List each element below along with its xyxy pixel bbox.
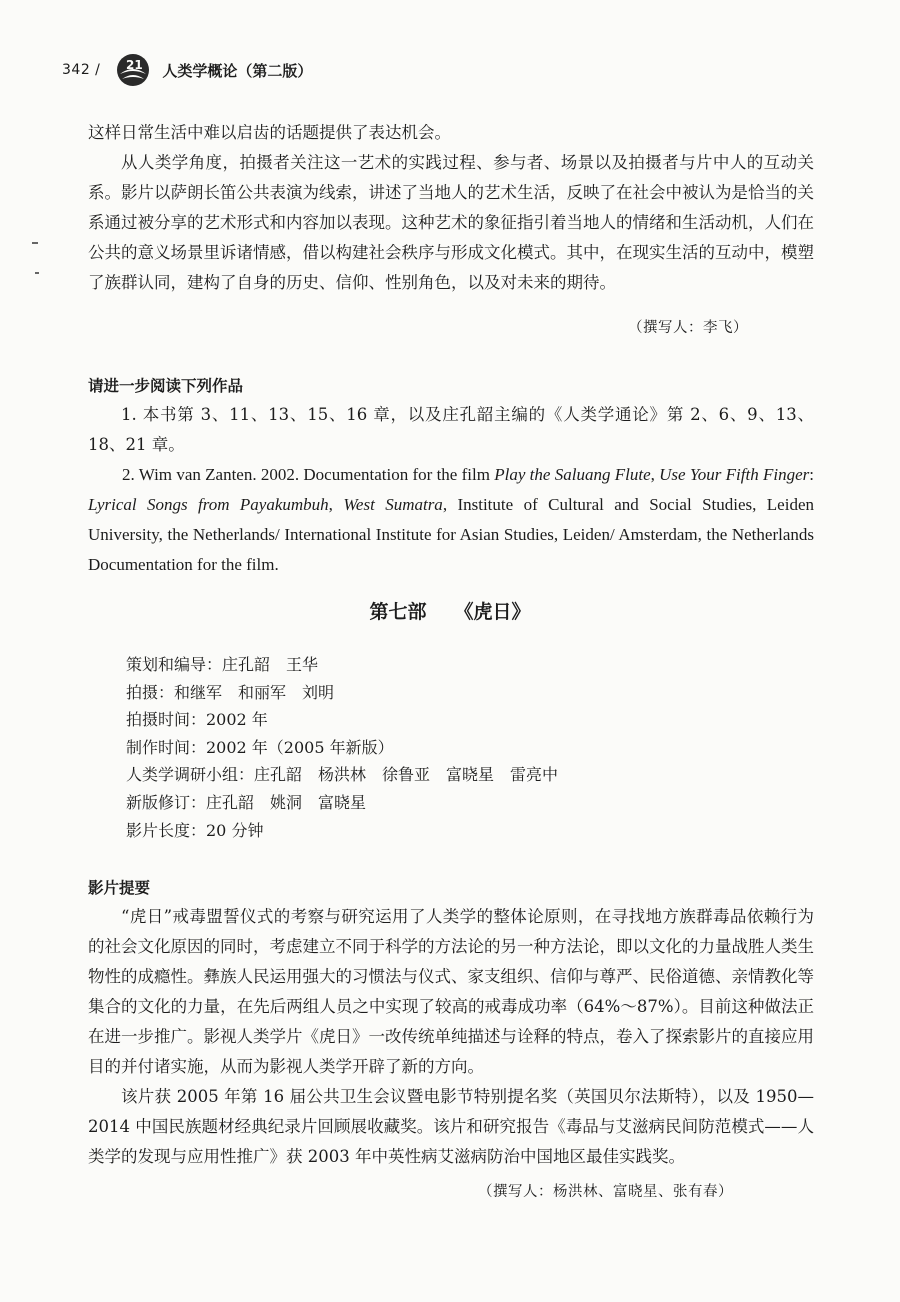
publisher-logo-icon xyxy=(114,52,152,88)
section-heading: 影片提要 xyxy=(88,879,151,897)
svg-text:21: 21 xyxy=(126,58,144,72)
credit-line: 人类学调研小组：庄孔韶 杨洪林 徐鲁亚 富晓星 雷亮中 xyxy=(126,765,559,785)
film-title: 《虎日》 xyxy=(454,601,531,623)
credit-line: 制作时间：2002 年（2005 年新版） xyxy=(126,737,394,757)
author-credit: （撰写人：李飞） xyxy=(628,320,748,336)
further-reading xyxy=(88,372,814,580)
credit-line: 影片长度：20 分钟 xyxy=(126,820,264,840)
running-header xyxy=(62,50,312,90)
paragraph: 这样日常生活中难以启齿的话题提供了表达机会。 xyxy=(88,123,451,142)
credit-line: 拍摄时间：2002 年 xyxy=(126,710,268,730)
margin-mark xyxy=(35,272,39,274)
book-title: 人类学概论（第二版） xyxy=(162,61,313,80)
credit-line: 新版修订：庄孔韶 姚洞 富晓星 xyxy=(126,792,367,812)
page-number: 342 / xyxy=(62,62,101,78)
credit-line: 拍摄：和继军 和丽军 刘明 xyxy=(126,682,335,702)
paragraph: “虎日”戒毒盟誓仪式的考察与研究运用了人类学的整体论原则，在寻找地方族群毒品依赖行为的社会文化原因的同时，考虑建立不同于科学的方法论的另一种方法论，即以文化的力量战胜人类生物性的成瘾性。彝族人民运用强大的习惯法与仪式、家支组织、信仰与尊严、民俗道德、亲情教化等集合的文化的力量，在先后两组人员之中实现了较高的戒毒成功率（64%～87%）。目前这种做法正在进一步推广。影视人类学片《虎日》一改传统单纯描述与诠释的特点，卷入了探索影片的直接应用目的并付诸实施，从而为影视人类学开辟了新的方向。 xyxy=(88,907,814,1076)
author-credit: （撰写人：杨洪林、富晓星、张有春） xyxy=(478,1184,733,1200)
margin-mark xyxy=(32,242,38,244)
credit-line: 策划和编导：庄孔韶 王华 xyxy=(126,655,319,674)
section-heading: 请进一步阅读下列作品 xyxy=(88,377,244,395)
part-label: 第七部 xyxy=(369,601,427,623)
film-credits xyxy=(126,651,558,844)
reading-item: 1. 本书第 3、11、13、15、16 章，以及庄孔韶主编的《人类学通论》第 2、6、9、13、18、21 章。 xyxy=(88,405,814,454)
paragraph: 该片获 2005 年第 16 届公共卫生会议暨电影节特别提名奖（英国贝尔法斯特），以及 1950—2014 中国民族题材经典纪录片回顾展收藏奖。该片和研究报告《毒品与艾滋病民间防范模式——人类学的发现与应用性推广》获 2003 年中英性病艾滋病防治中国地区最佳实践奖。 xyxy=(88,1087,814,1166)
section-a-text xyxy=(88,118,814,298)
film-summary xyxy=(88,874,814,1172)
reading-item: 2. Wim van Zanten. 2002. Documentation for the film Play the Saluang Flute, Use Your Fifth Finger: Lyrical Songs from Payakumbuh, West Sumatra, Institute of Cultural and Social Studies, Leiden University, the Netherlands/ International Institute for Asian Studies, Leiden/ Amsterdam, the Netherlands Documentation for the film. xyxy=(88,465,814,574)
paragraph: 从人类学角度，拍摄者关注这一艺术的实践过程、参与者、场景以及拍摄者与片中人的互动关系。影片以萨朗长笛公共表演为线索，讲述了当地人的艺术生活，反映了在社会中被认为是恰当的关系通过被分享的艺术形式和内容加以表现。这种艺术的象征指引着当地人的情绪和生活动机，人们在公共的意义场景里诉诸情感，借以构建社会秩序与形成文化模式。其中，在现实生活的互动中，模塑了族群认同，建构了自身的历史、信仰、性别角色，以及对未来的期待。 xyxy=(88,153,814,292)
part-title xyxy=(0,597,900,624)
